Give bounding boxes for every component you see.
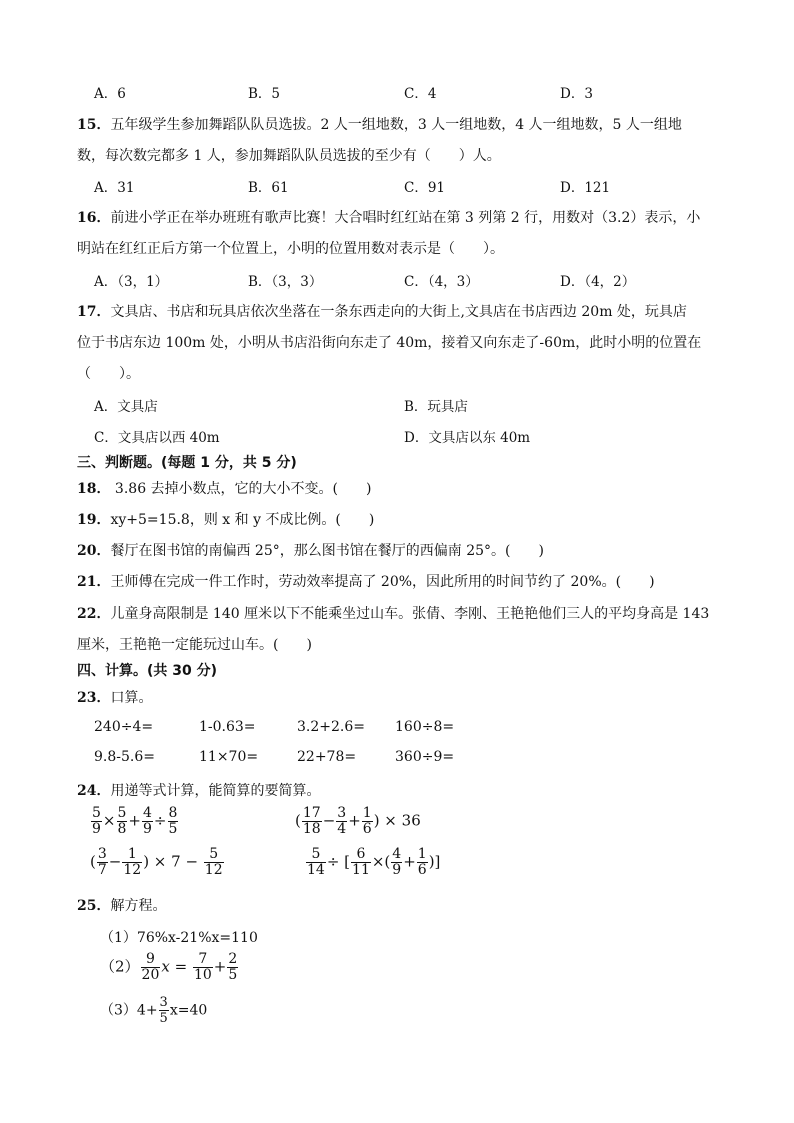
question-text: xy+5=15.8，则 x 和 y 不成比例。( ) — [110, 512, 375, 528]
option-a: A．文具店 — [94, 399, 158, 415]
question-19 — [77, 509, 374, 529]
option-b: B．61 — [248, 180, 289, 196]
question-title: 口算。 — [110, 690, 153, 706]
question-number: 16． — [77, 210, 111, 226]
question-number: 25． — [77, 898, 111, 914]
equation-label: （2） — [100, 957, 140, 976]
option-d: D．3 — [560, 86, 593, 102]
question-16 — [77, 207, 700, 227]
question-text: 文具店、书店和玩具店依次坐落在一条东西走向的大街上,文具店在书店西边 20m 处，玩具店 — [110, 304, 687, 320]
equation-2: （2） $\frac{9}{20}$ x = $\frac{7}{10}$ + $\frac{2}{5}$ — [100, 951, 238, 983]
option-b: B．（3，3） — [248, 274, 323, 290]
question-title: 解方程。 — [110, 898, 167, 914]
question-number: 18． — [77, 481, 111, 497]
option-a: A．6 — [94, 86, 126, 102]
option-c: C．文具店以西 40m — [94, 430, 220, 446]
oral-calc: 160÷8= — [395, 719, 455, 735]
option-d: D．121 — [560, 180, 611, 196]
question-text-cont: 数，每次数完都多 1 人，参加舞蹈队队员选拔的至少有（ ）人。 — [77, 148, 501, 164]
question-text-cont: 明站在红红正后方第一个位置上，小明的位置用数对表示是（ ）。 — [77, 241, 504, 257]
equation-1: （1）76%x-21%x=110 — [100, 930, 258, 946]
option-d: D．（4，2） — [560, 274, 636, 290]
oral-calc: 22+78= — [297, 749, 357, 765]
expression-1: $\frac{5}{9}$ × $\frac{5}{8}$ + $\frac{4}{9}$ ÷ $\frac{8}{5}$ — [92, 805, 178, 837]
oral-calc: 3.2+2.6= — [297, 719, 365, 735]
question-number: 20． — [77, 543, 111, 559]
question-21 — [77, 571, 655, 591]
question-text: 餐厅在图书馆的南偏西 25°，那么图书馆在餐厅的西偏南 25°。( ) — [110, 543, 544, 559]
equation-label: （3）4+ — [100, 1002, 158, 1019]
equation-3: （3）4+ $\frac{3}{5}$ x=40 — [100, 995, 208, 1026]
oral-calc: 360÷9= — [395, 749, 455, 765]
question-text: 3.86 去掉小数点，它的大小不变。( ) — [110, 481, 372, 497]
option-d: D．文具店以东 40m — [404, 430, 531, 446]
question-text-cont: （ ）。 — [77, 366, 140, 382]
question-number: 23． — [77, 690, 111, 706]
question-15 — [77, 114, 682, 134]
question-number: 22． — [77, 606, 111, 622]
question-text-cont: 厘米，王艳艳一定能玩过山车。( ) — [77, 637, 312, 653]
question-number: 24． — [77, 783, 111, 799]
oral-calc: 9.8-5.6= — [94, 749, 155, 765]
question-24 — [77, 780, 320, 800]
option-b: B．5 — [248, 86, 281, 102]
oral-calc: 1-0.63= — [199, 719, 256, 735]
question-title: 用递等式计算，能简算的要简算。 — [110, 783, 321, 799]
question-text: 王师傅在完成一件工作时，劳动效率提高了 20%，因此所用的时间节约了 20%。( ) — [110, 574, 655, 590]
question-text: 前进小学正在举办班班有歌声比赛！大合唱时红红站在第 3 列第 2 行，用数对（3.2）表示，小 — [110, 210, 701, 226]
option-b: B．玩具店 — [404, 399, 468, 415]
question-25 — [77, 895, 166, 915]
question-text: 儿童身高限制是 140 厘米以下不能乘坐过山车。张倩、李刚、王艳艳他们三人的平均身高是 143 — [110, 606, 710, 622]
question-text-cont: 位于书店东边 100m 处，小明从书店沿街向东走了 40m，接着又向东走了-60m，此时小明的位置在 — [77, 335, 702, 351]
question-number: 15． — [77, 117, 111, 133]
section-title: 四、计算。(共 30 分) — [77, 663, 218, 679]
option-c: C．4 — [404, 86, 437, 102]
question-22 — [77, 603, 709, 623]
question-17 — [77, 301, 687, 321]
question-18 — [77, 478, 371, 498]
question-20 — [77, 540, 544, 560]
equation-text: x=40 — [169, 1002, 208, 1019]
question-23 — [77, 687, 152, 707]
question-text: 五年级学生参加舞蹈队队员选拔。2 人一组地数，3 人一组地数，4 人一组地数，5 人一组地 — [110, 117, 682, 133]
question-number: 19． — [77, 512, 111, 528]
question-number: 17． — [77, 304, 111, 320]
expression-3: ( $\frac{3}{7}$ − $\frac{1}{12}$ ) × 7 − $\frac{5}{12}$ — [90, 846, 223, 878]
option-a: A．（3，1） — [94, 274, 169, 290]
option-a: A．31 — [94, 180, 135, 196]
expression-4: $\frac{5}{14}$ ÷ [ $\frac{6}{11}$ ×( $\frac{4}{9}$ + $\frac{1}{6}$ )] — [307, 846, 441, 878]
section-title: 三、判断题。(每题 1 分，共 5 分) — [77, 455, 297, 471]
oral-calc: 240÷4= — [94, 719, 154, 735]
option-c: C．（4，3） — [404, 274, 479, 290]
oral-calc: 11×70= — [199, 749, 259, 765]
option-c: C．91 — [404, 180, 446, 196]
question-number: 21． — [77, 574, 111, 590]
expression-2: ( $\frac{17}{18}$ − $\frac{3}{4}$ + $\frac{1}{6}$ ) × 36 — [295, 805, 421, 837]
